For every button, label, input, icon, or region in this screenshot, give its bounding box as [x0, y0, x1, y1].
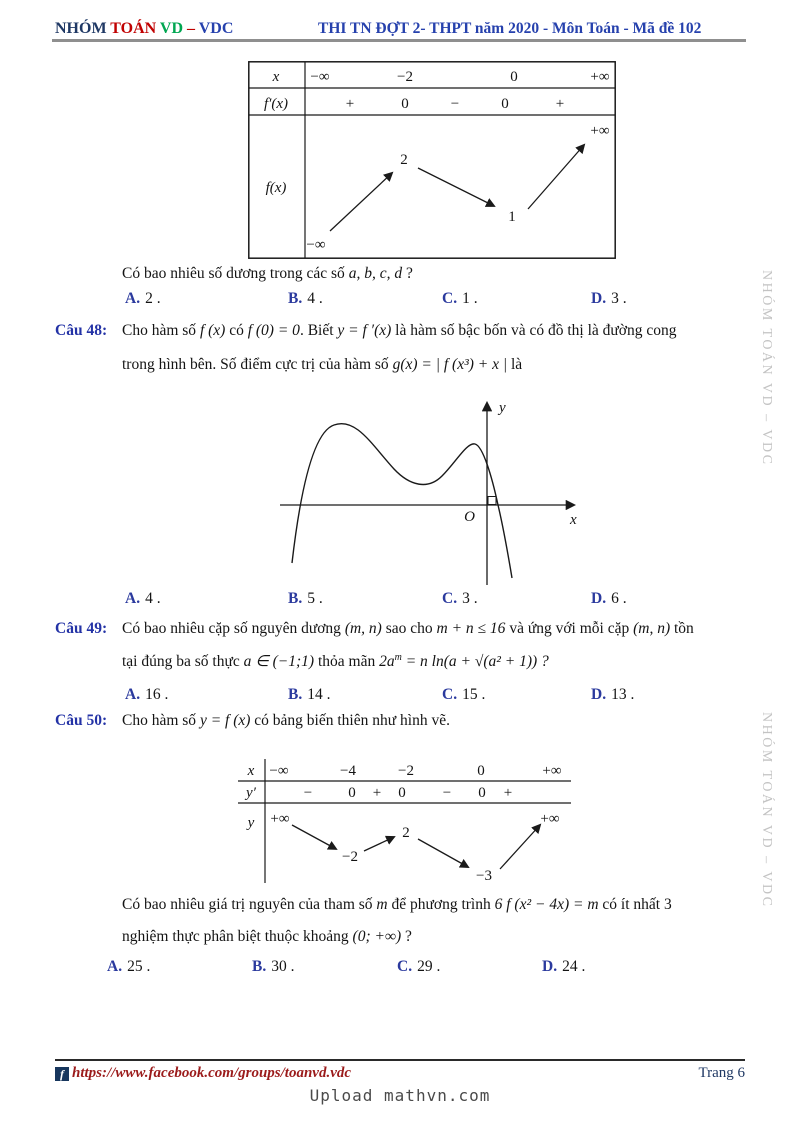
sign: 0: [401, 96, 409, 112]
sign: 0: [348, 785, 356, 801]
origin-label: O: [464, 509, 475, 525]
extremum-value: 2: [402, 825, 410, 841]
answer-option-a: A. 4 .: [125, 590, 161, 607]
answer-option-c: C. 15 .: [442, 686, 486, 703]
answer-option-d: D. 6 .: [591, 590, 627, 607]
footer: [55, 1065, 745, 1085]
extremum-value: −3: [476, 868, 492, 884]
q49-label: Câu 49:: [55, 620, 108, 637]
bbt-table-q50: [238, 757, 574, 885]
variation-arrow-down: [292, 825, 336, 849]
sign: +: [555, 96, 565, 112]
extremum-value: −2: [342, 849, 358, 865]
x-value: +∞: [542, 763, 562, 779]
footer-divider: [55, 1059, 745, 1061]
brand-toan: TOÁN: [110, 20, 160, 37]
row-label-x: x: [247, 763, 255, 779]
row-label-fprime: f′(x): [263, 96, 289, 112]
limit-value: +∞: [540, 811, 560, 827]
x-value: 0: [510, 69, 518, 85]
variation-arrow-up: [330, 173, 392, 231]
x-value: −∞: [310, 69, 330, 85]
q48-line2: trong hình bên. Số điểm cực trị của hàm số g(x) = | f (x³) + x | là: [122, 356, 523, 373]
exam-title: THI TN ĐỢT 2- THPT năm 2020 - Môn Toán - Mã đề 102: [318, 20, 702, 37]
x-value: −2: [398, 763, 414, 779]
facebook-group-link[interactable]: https://www.facebook.com/groups/toanvd.vdc: [72, 1065, 352, 1081]
row-label-x: x: [272, 69, 280, 85]
limit-value: +∞: [270, 811, 290, 827]
sign: −: [303, 785, 313, 801]
sign: +: [345, 96, 355, 112]
answer-option-d: D. 24 .: [542, 958, 586, 975]
brand-nhom: NHÓM: [55, 20, 111, 37]
variation-arrow-up: [528, 145, 584, 209]
answer-option-b: B. 30 .: [252, 958, 295, 975]
extremum-value: 2: [400, 152, 408, 168]
x-axis-label: x: [570, 512, 577, 528]
answer-option-c: C. 3 .: [442, 590, 478, 607]
variation-arrow-up: [500, 825, 540, 869]
row-label-y: y: [247, 815, 255, 831]
q50-line1: Có bao nhiêu giá trị nguyên của tham số m để phương trình 6 f (x² − 4x) = m có ít nhất 3: [122, 896, 672, 913]
x-value: −∞: [269, 763, 289, 779]
variation-arrow-down: [418, 168, 494, 206]
row-label-f: f(x): [265, 180, 287, 196]
page-number: Trang 6: [698, 1065, 745, 1081]
brand-dash: –: [187, 20, 199, 37]
limit-value: −∞: [306, 237, 326, 253]
q48-line1: Cho hàm số f (x) có f (0) = 0. Biết y = f ′(x) là hàm số bậc bốn và có đồ thị là đường cong: [122, 322, 677, 339]
upload-watermark: Upload mathvn.com: [309, 1086, 491, 1105]
sign: −: [442, 785, 452, 801]
x-value: 0: [477, 763, 485, 779]
sign: +: [372, 785, 382, 801]
answer-option-d: D. 3 .: [591, 290, 627, 307]
side-watermark: NHÓM TOÁN VD – VDC: [759, 270, 774, 467]
fprime-curve: [292, 424, 512, 578]
answer-option-b: B. 4 .: [288, 290, 323, 307]
extremum-value: 1: [508, 209, 516, 225]
q50-intro: Cho hàm số y = f (x) có bảng biến thiên như hình vẽ.: [122, 712, 450, 729]
brand-vdc: VDC: [198, 20, 234, 37]
q49-line1: Có bao nhiêu cặp số nguyên dương (m, n) sao cho m + n ≤ 16 và ứng với mỗi cặp (m, n) tồn: [122, 620, 694, 637]
facebook-icon: f: [55, 1067, 69, 1081]
side-watermark: NHÓM TOÁN VD – VDC: [759, 712, 774, 909]
q50-line2: nghiệm thực phân biệt thuộc khoảng (0; +∞) ?: [122, 928, 412, 945]
answer-option-a: A. 16 .: [125, 686, 169, 703]
graph-q48: [268, 393, 588, 588]
sign: +: [503, 785, 513, 801]
brand-vd: VD: [159, 20, 188, 37]
answer-option-a: A. 25 .: [107, 958, 151, 975]
y-axis-label: y: [499, 400, 506, 416]
answer-option-c: C. 29 .: [397, 958, 441, 975]
answer-option-d: D. 13 .: [591, 686, 635, 703]
limit-value: +∞: [590, 123, 610, 139]
sign: 0: [501, 96, 509, 112]
variation-arrow-down: [418, 839, 468, 867]
sign: 0: [398, 785, 406, 801]
answer-option-a: A. 2 .: [125, 290, 161, 307]
q49-line2: tại đúng ba số thực a ∈ (−1;1) thỏa mãn $2a^m = n$ ln(a + √(a² + 1)) ?: [122, 652, 549, 671]
right-angle-mark: [488, 497, 496, 505]
x-value: −4: [340, 763, 356, 779]
brand-text: [55, 20, 233, 38]
sign: 0: [478, 785, 486, 801]
header-divider: [52, 39, 746, 42]
bbt-table-q47: [248, 61, 616, 259]
sign: −: [450, 96, 460, 112]
q50-label: Câu 50:: [55, 712, 108, 729]
answer-option-b: B. 5 .: [288, 590, 323, 607]
answer-option-b: B. 14 .: [288, 686, 331, 703]
row-label-yprime: y′: [246, 785, 256, 801]
variation-arrow-up: [364, 837, 394, 851]
x-value: −2: [397, 69, 413, 85]
q48-label: Câu 48:: [55, 322, 108, 339]
answer-option-c: C. 1 .: [442, 290, 478, 307]
q47-question: Có bao nhiêu số dương trong các số a, b, c, d ?: [122, 265, 413, 282]
x-value: +∞: [590, 69, 610, 85]
